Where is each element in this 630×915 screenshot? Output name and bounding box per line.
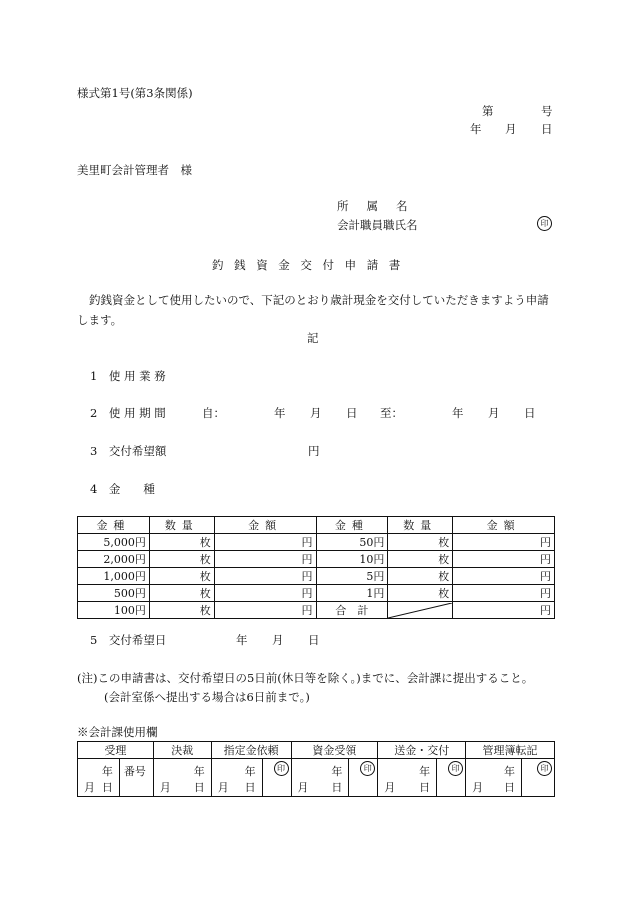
- seal-icon: 印: [537, 216, 552, 231]
- table-row: [78, 602, 555, 619]
- month-label: 月: [384, 781, 396, 794]
- desired-date-label: 5 交付希望日: [90, 633, 167, 647]
- kessai-date-cell[interactable]: [153, 759, 211, 797]
- amount-cell[interactable]: 円: [214, 568, 316, 585]
- amount-cell[interactable]: 円: [214, 551, 316, 568]
- count-cell[interactable]: 枚: [149, 568, 214, 585]
- period-to-year: 年: [452, 406, 464, 420]
- amount-cell[interactable]: 円: [453, 534, 555, 551]
- header-dai: 第: [482, 104, 494, 118]
- seal-icon: 印: [537, 761, 552, 776]
- body-text: 釣銭資金として使用したいので、下記のとおり歳計現金を交付していただきますよう申請します。: [77, 293, 549, 327]
- soukin-seal-cell[interactable]: [437, 759, 466, 797]
- header-cell: 数量: [149, 517, 214, 534]
- header-month: 月: [505, 122, 517, 136]
- denom-cell: 10円: [316, 551, 388, 568]
- usage-header-cell: 決裁: [153, 742, 211, 759]
- period-from-month: 月: [310, 406, 322, 420]
- day-label: 日: [193, 781, 205, 794]
- denomination-table: [77, 516, 555, 619]
- count-cell[interactable]: 枚: [388, 568, 453, 585]
- diagonal-line: [388, 603, 452, 618]
- kanribo-seal-cell[interactable]: [521, 759, 554, 797]
- header-cell: 金額: [453, 517, 555, 534]
- count-cell[interactable]: 枚: [388, 534, 453, 551]
- soukin-date-cell[interactable]: [378, 759, 437, 797]
- seal-icon: 印: [274, 761, 289, 776]
- addressee: 美里町会計管理者 様: [77, 163, 192, 177]
- denom-cell: 5,000円: [78, 534, 150, 551]
- usage-header-row: [78, 742, 555, 759]
- denom-cell: 1,000円: [78, 568, 150, 585]
- header-go: 号: [541, 104, 553, 118]
- day-label: 日: [244, 781, 256, 794]
- ki-label: 記: [307, 331, 319, 345]
- table-row: [78, 551, 555, 568]
- month-label: 月: [217, 781, 229, 794]
- denom-cell: 500円: [78, 585, 150, 602]
- usage-header-cell: 指定金依頼: [211, 742, 291, 759]
- item-usage: 1 使 用 業 務: [90, 369, 166, 383]
- count-cell[interactable]: 枚: [149, 534, 214, 551]
- year-label: 年: [419, 765, 431, 778]
- period-to-month: 月: [488, 406, 500, 420]
- name-label: 会計職員職氏名: [337, 218, 418, 232]
- count-cell[interactable]: 枚: [149, 551, 214, 568]
- header-year: 年: [470, 122, 482, 136]
- amount-unit: 円: [308, 444, 320, 458]
- denom-cell: 1円: [316, 585, 388, 602]
- item-desired-date: [90, 632, 320, 648]
- month-label: 月: [159, 781, 171, 794]
- header-day: 日: [541, 122, 553, 136]
- period-to-day: 日: [524, 406, 536, 420]
- juri-number-cell[interactable]: [119, 759, 153, 797]
- shiteikin-date-cell[interactable]: [211, 759, 262, 797]
- year-label: 年: [331, 765, 343, 778]
- usage-header-cell: 送金・交付: [378, 742, 466, 759]
- note-line-1: (注)この申請書は、交付希望日の5日前(休日等を除く。)までに、会計課に提出すること。: [77, 671, 534, 685]
- desired-year: 年: [236, 633, 248, 647]
- seal-icon: 印: [360, 761, 375, 776]
- usage-header-cell: 資金受領: [291, 742, 378, 759]
- header-cell: 数量: [388, 517, 453, 534]
- count-cell[interactable]: 枚: [149, 585, 214, 602]
- table-row: [78, 585, 555, 602]
- month-label: 月: [297, 781, 309, 794]
- shikin-seal-cell[interactable]: [349, 759, 378, 797]
- page-title: 釣銭資金交付申請書: [212, 258, 411, 272]
- usage-section-label: ※会計課使用欄: [77, 725, 158, 739]
- number-label: 番号: [123, 765, 146, 778]
- item-period: [90, 405, 536, 421]
- year-label: 年: [244, 765, 256, 778]
- seal-icon: 印: [448, 761, 463, 776]
- denom-cell: 5円: [316, 568, 388, 585]
- usage-row: [78, 759, 555, 797]
- count-cell[interactable]: 枚: [388, 551, 453, 568]
- desired-month: 月: [272, 633, 284, 647]
- day-label: 日: [419, 781, 431, 794]
- amount-cell[interactable]: 円: [453, 568, 555, 585]
- denom-cell: 100円: [78, 602, 150, 619]
- amount-cell[interactable]: 円: [214, 534, 316, 551]
- department-label: 所属名: [337, 199, 426, 213]
- year-label: 年: [193, 765, 205, 778]
- period-from-day: 日: [346, 406, 358, 420]
- item-denominations: 4 金 種: [90, 482, 155, 496]
- diagonal-cell: [388, 602, 453, 619]
- amount-cell[interactable]: 円: [453, 551, 555, 568]
- period-from-year: 年: [274, 406, 286, 420]
- table-row: [78, 534, 555, 551]
- amount-label: 3 交付希望額: [90, 444, 167, 458]
- amount-cell[interactable]: 円: [214, 585, 316, 602]
- day-label: 日: [331, 781, 343, 794]
- note-line-2: (会計室係へ提出する場合は6日前まで。): [104, 690, 310, 704]
- year-label: 年: [503, 765, 515, 778]
- usage-table: [77, 741, 555, 797]
- shiteikin-seal-cell[interactable]: [262, 759, 291, 797]
- amount-cell[interactable]: 円: [453, 585, 555, 602]
- total-amount-cell[interactable]: 円: [453, 602, 555, 619]
- table-header-row: [78, 517, 555, 534]
- day-label: 日: [503, 781, 515, 794]
- period-label: 2 使 用 期 間: [90, 406, 166, 420]
- header-cell: 金種: [316, 517, 388, 534]
- count-cell[interactable]: 枚: [388, 585, 453, 602]
- denom-cell: 50円: [316, 534, 388, 551]
- item-amount: [90, 443, 320, 459]
- table-row: [78, 568, 555, 585]
- form-number: 様式第1号(第3条関係): [77, 86, 193, 100]
- amount-cell[interactable]: 円: [214, 602, 316, 619]
- header-cell: 金種: [78, 517, 150, 534]
- year-label: 年: [101, 765, 113, 778]
- total-label: 合 計: [316, 602, 388, 619]
- month-label: 月: [84, 781, 95, 794]
- month-label: 月: [472, 781, 484, 794]
- usage-header-cell: 管理簿転記: [466, 742, 555, 759]
- day-label: 日: [101, 781, 113, 794]
- denom-cell: 2,000円: [78, 551, 150, 568]
- header-cell: 金額: [214, 517, 316, 534]
- shikin-date-cell[interactable]: [291, 759, 349, 797]
- period-to: 至：: [380, 406, 403, 420]
- usage-header-cell: 受理: [78, 742, 154, 759]
- count-cell[interactable]: 枚: [149, 602, 214, 619]
- period-from: 自：: [202, 406, 225, 420]
- juri-date-cell[interactable]: [78, 759, 120, 797]
- desired-day: 日: [308, 633, 320, 647]
- kanribo-date-cell[interactable]: [466, 759, 522, 797]
